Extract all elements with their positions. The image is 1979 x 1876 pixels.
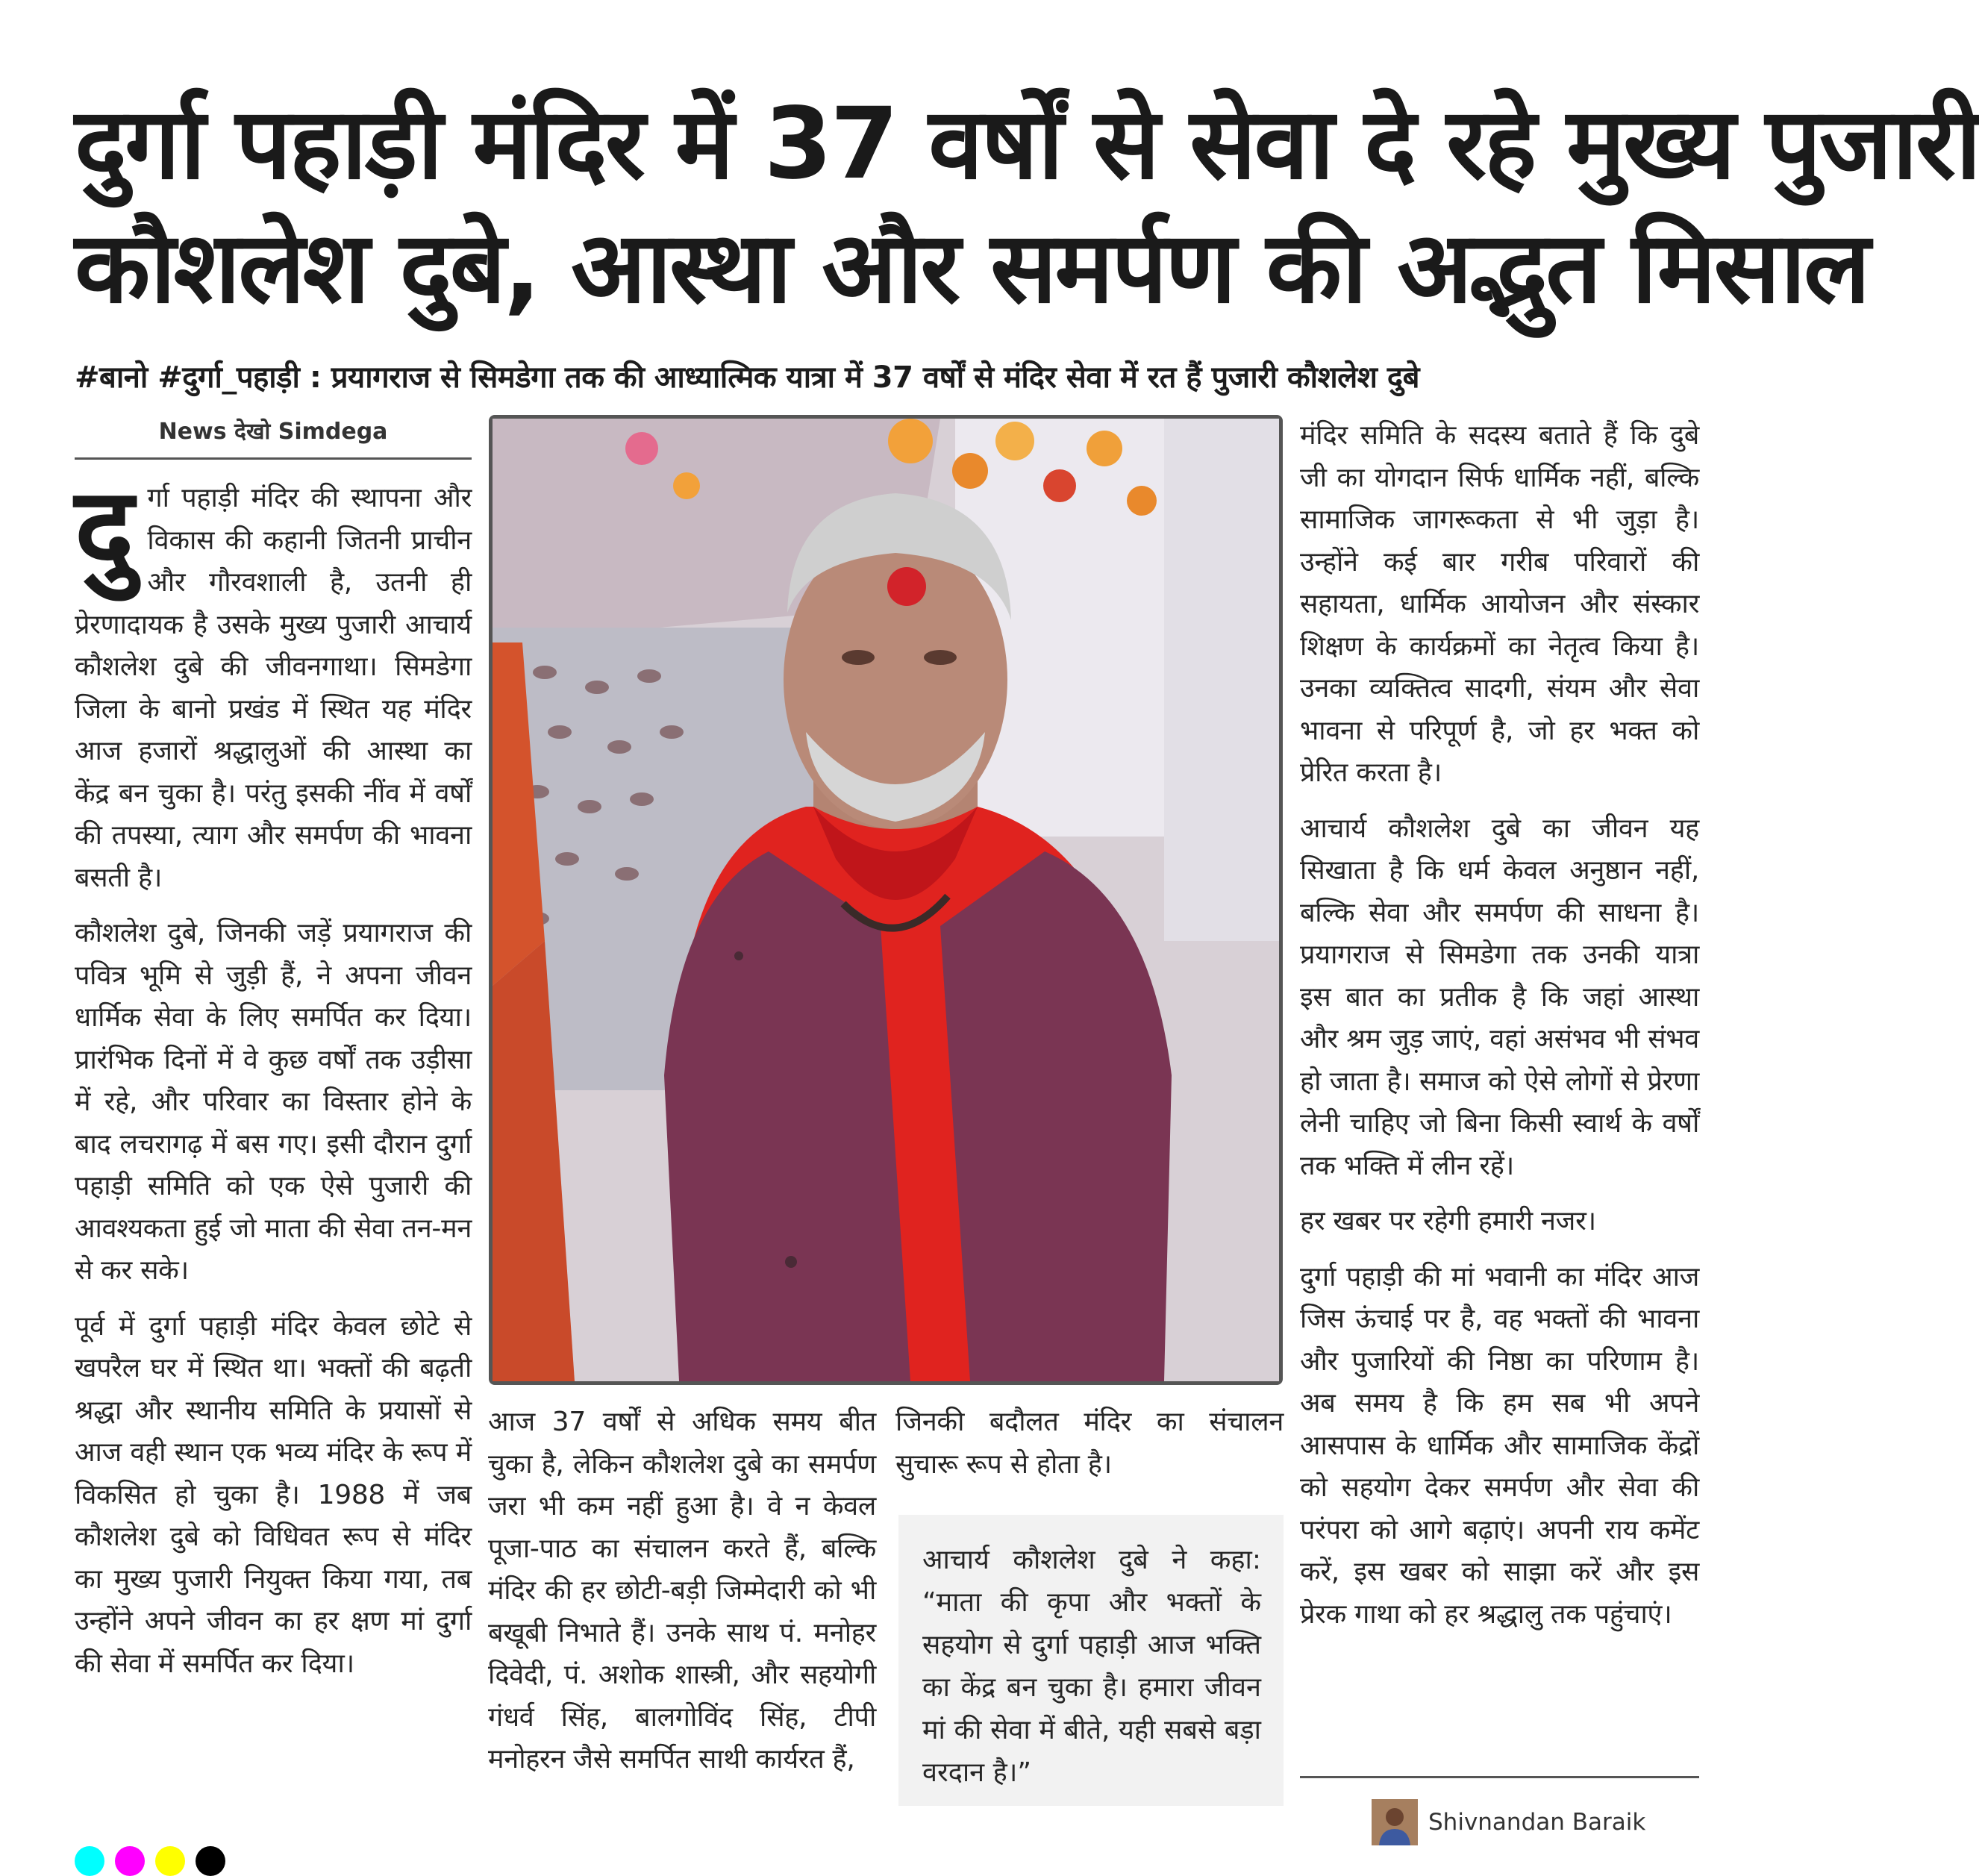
registration-marks xyxy=(75,1846,225,1876)
author-name: Shivnandan Baraik xyxy=(1428,1809,1646,1836)
drop-cap: दु xyxy=(75,464,134,594)
author-credit xyxy=(1372,1798,1645,1846)
column-1 xyxy=(75,464,472,1698)
yellow-mark xyxy=(155,1846,185,1876)
end-rule xyxy=(1300,1776,1699,1778)
priest-photo-illustration xyxy=(493,419,1279,1381)
paragraph: जिनकी बदौलत मंदिर का संचालन सुचारू रूप से होता है। xyxy=(895,1407,1284,1480)
headline-line-1: दुर्गा पहाड़ी मंदिर में 37 वर्षों से सेवा दे रहे मुख्य पुजारी xyxy=(75,87,1979,201)
column-3 xyxy=(895,1401,1284,1499)
headline xyxy=(75,82,1979,330)
magenta-mark xyxy=(115,1846,145,1876)
avatar-icon xyxy=(1372,1799,1418,1845)
paragraph: मंदिर समिति के सदस्य बताते हैं कि दुबे जी का योगदान सिर्फ धार्मिक नहीं, बल्कि सामाजिक जागरूकता से भी जुड़ा है। उन्होंने कई बार गरीब परिवारों की सहायता, धार्मिक आयोजन और संस्कार शिक्षण के कार्यक्रमों का नेतृत्व किया है। उनका व्यक्तित्व सादगी, संयम और सेवा भावना से परिपूर्ण है, जो हर भक्त को प्रेरित करता है। xyxy=(1300,420,1699,788)
pull-quote: आचार्य कौशलेश दुबे ने कहा: “माता की कृपा और भक्तों के सहयोग से दुर्गा पहाड़ी आज भक्ति का केंद्र बन चुका है। हमारा जीवन मां की सेवा में बीते, यही सबसे बड़ा वरदान है।” xyxy=(898,1515,1284,1806)
byline: News देखो Simdega xyxy=(75,415,472,460)
column-2 xyxy=(488,1401,876,1795)
avatar xyxy=(1372,1799,1418,1845)
paragraph: कौशलेश दुबे, जिनकी जड़ें प्रयागराज की पवित्र भूमि से जुड़ी हैं, ने अपना जीवन धार्मिक सेवा के लिए समर्पित कर दिया। प्रारंभिक दिनों में वे कुछ वर्षों तक उड़ीसा में रहे, और परिवार का विस्तार होने के बाद लचरागढ़ में बस गए। इसी दौरान दुर्गा पहाड़ी समिति को एक ऐसे पुजारी की आवश्यकता हुई जो माता की सेवा तन-मन से कर सके। xyxy=(75,918,472,1286)
paragraph: दुर्गा पहाड़ी की मां भवानी का मंदिर आज जिस ऊंचाई पर है, वह भक्तों की भावना और पुजारियों की निष्ठा का परिणाम है। अब समय है कि हम सब भी अपने आसपास के धार्मिक और सामाजिक केंद्रों को सहयोग देकर समर्पण और सेवा की परंपरा को आगे बढ़ाएं। अपनी राय कमेंट करें, इस खबर को साझा करें और इस प्रेरक गाथा को हर श्रद्धालु तक पहुंचाएं। xyxy=(1300,1261,1699,1630)
paragraph: आचार्य कौशलेश दुबे का जीवन यह सिखाता है कि धर्म केवल अनुष्ठान नहीं, बल्कि सेवा और समर्पण की साधना है। प्रयागराज से सिमडेगा तक उनकी यात्रा इस बात का प्रतीक है कि जहां आस्था और श्रम जुड़ जाएं, वहां असंभव भी संभव हो जाता है। समाज को ऐसे लोगों से प्रेरणा लेनी चाहिए जो बिना किसी स्वार्थ के वर्षों तक भक्ति में लीन रहें। xyxy=(1300,813,1699,1181)
headline-line-2: कौशलेश दुबे, आस्था और समर्पण की अद्भुत मिसाल xyxy=(75,210,1869,325)
priest-photo xyxy=(489,415,1283,1385)
paragraph xyxy=(75,464,472,899)
cyan-mark xyxy=(75,1846,104,1876)
black-mark xyxy=(196,1846,225,1876)
paragraph-text: र्गा पहाड़ी मंदिर की स्थापना और विकास की कहानी जितनी प्राचीन और गौरवशाली है, उतनी ही प्रेरणादायक है उसके मुख्य पुजारी आचार्य कौशलेश दुबे की जीवनगाथा। सिमडेगा जिला के बानो प्रखंड में स्थित यह मंदिर आज हजारों श्रद्धालुओं की आस्था का केंद्र बन चुका है। परंतु इसकी नींव में वर्षों की तपस्या, त्याग और समर्पण की भावना बसती है। xyxy=(75,483,472,893)
paragraph: हर खबर पर रहेगी हमारी नजर। xyxy=(1300,1206,1596,1236)
subheadline: #बानो #दुर्गा_पहाड़ी : प्रयागराज से सिमडेगा तक की आध्यात्मिक यात्रा में 37 वर्षों से मंदिर सेवा में रत हैं पुजारी कौशलेश दुबे xyxy=(75,360,1419,395)
paragraph: पूर्व में दुर्गा पहाड़ी मंदिर केवल छोटे से खपरैल घर में स्थित था। भक्तों की बढ़ती श्रद्धा और स्थानीय समिति के प्रयासों से आज वही स्थान एक भव्य मंदिर के रूप में विकसित हो चुका है। 1988 में जब कौशलेश दुबे को विधिवत रूप से मंदिर का मुख्य पुजारी नियुक्त किया गया, तब उन्होंने अपने जीवन का हर क्षण मां दुर्गा की सेवा में समर्पित कर दिया। xyxy=(75,1310,472,1679)
column-4 xyxy=(1300,415,1699,1649)
paragraph: आज 37 वर्षों से अधिक समय बीत चुका है, लेकिन कौशलेश दुबे का समर्पण जरा भी कम नहीं हुआ है। वे न केवल पूजा-पाठ का संचालन करते हैं, बल्कि मंदिर की हर छोटी-बड़ी जिम्मेदारी को भी बखूबी निभाते हैं। उनके साथ पं. मनोहर दिवेदी, पं. अशोक शास्त्री, और सहयोगी गंधर्व सिंह, बालगोविंद सिंह, टीपी मनोहरन जैसे समर्पित साथी कार्यरत हैं, xyxy=(488,1407,876,1775)
